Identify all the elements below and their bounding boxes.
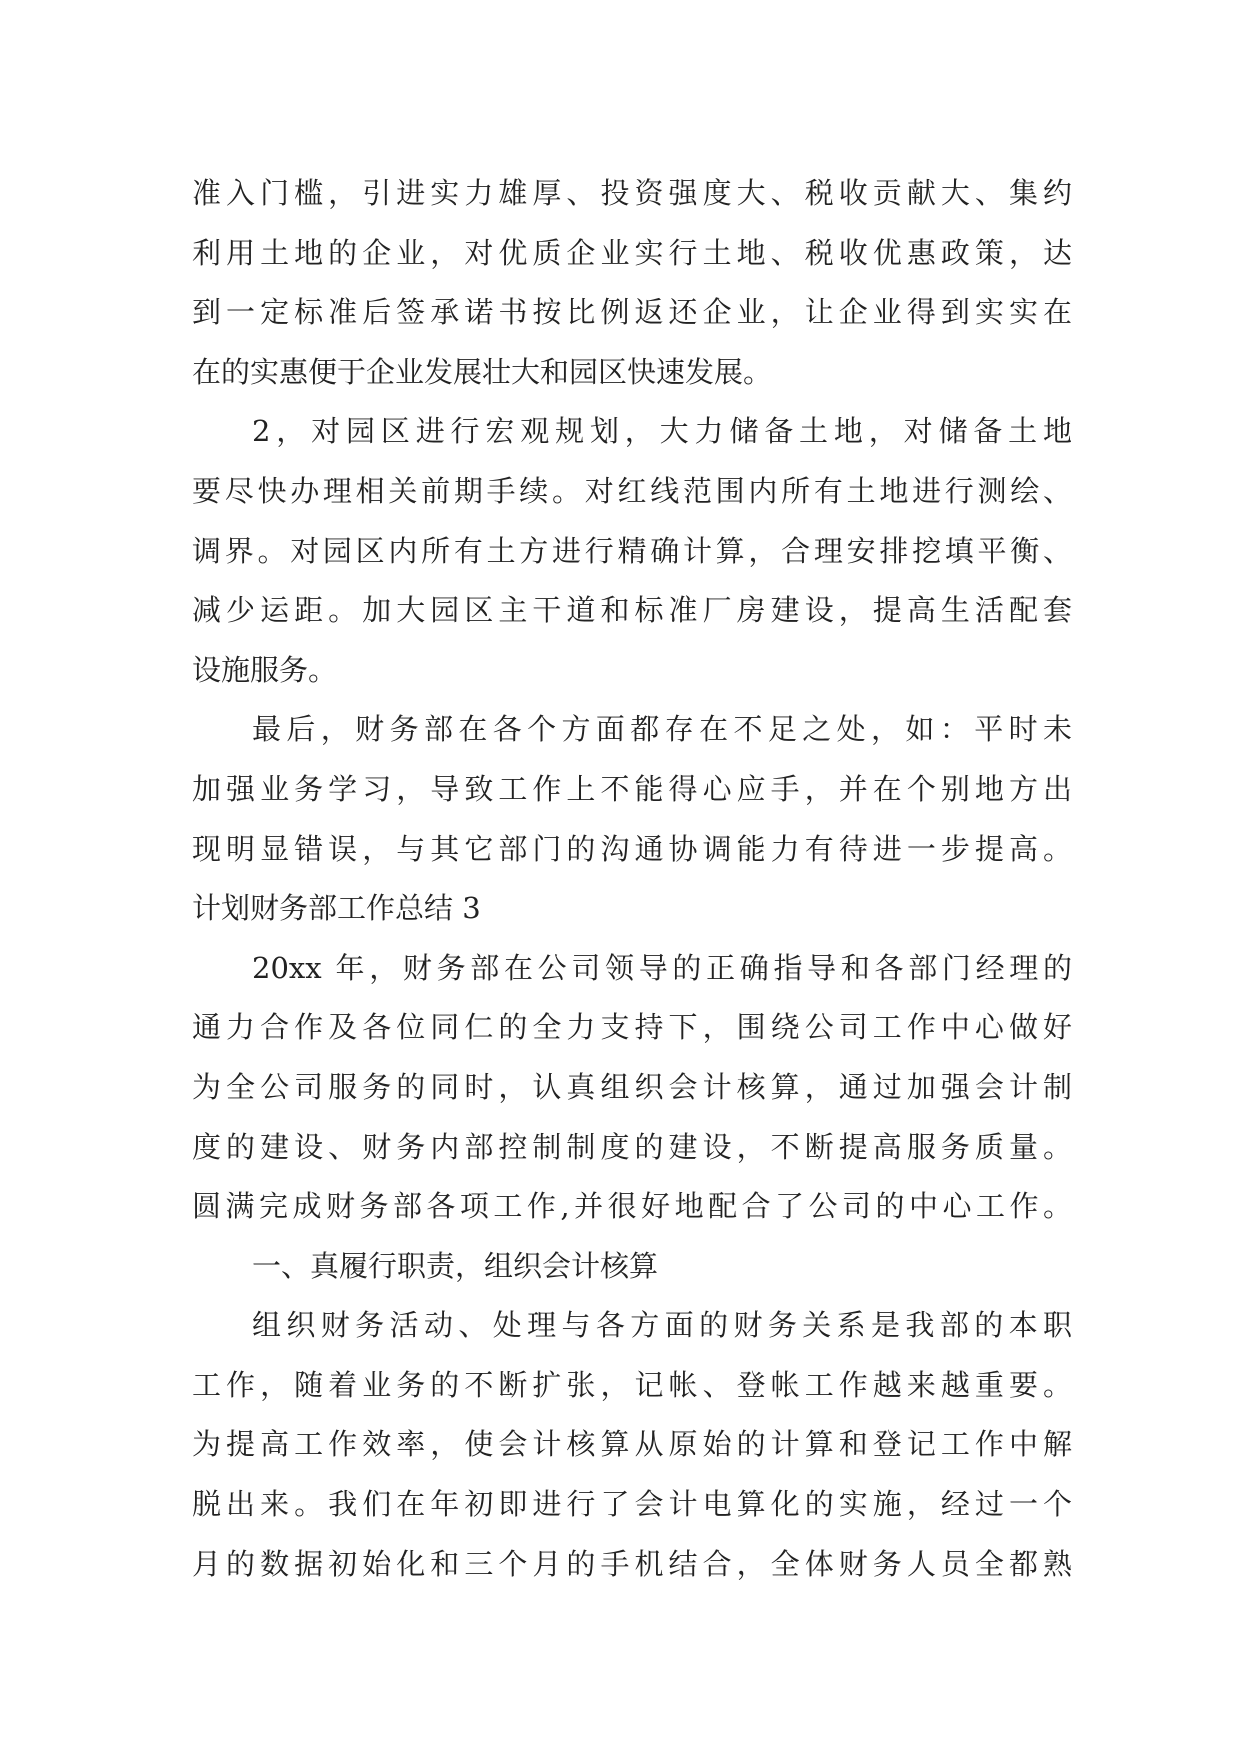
text-line: 度的建设、财务内部控制制度的建设，不断提高服务质量。 xyxy=(192,1129,1072,1164)
text-line: 最后，财务部在各个方面都存在不足之处，如：平时未 xyxy=(252,712,1072,747)
text-line: 减少运距。加大园区主干道和标准厂房建设，提高生活配套 xyxy=(192,593,1072,628)
text-line: 圆满完成财务部各项工作,并很好地配合了公司的中心工作。 xyxy=(192,1189,1072,1224)
text-line: 现明显错误，与其它部门的沟通协调能力有待进一步提高。 xyxy=(192,831,1072,866)
text-line: 为全公司服务的同时，认真组织会计核算，通过加强会计制 xyxy=(192,1069,1072,1104)
text-line: 2，对园区进行宏观规划，大力储备土地，对储备土地 xyxy=(252,414,1072,449)
text-line: 在的实惠便于企业发展壮大和园区快速发展。 xyxy=(192,354,773,389)
text-line: 到一定标准后签承诺书按比例返还企业，让企业得到实实在 xyxy=(192,295,1072,330)
text-line: 准入门槛，引进实力雄厚、投资强度大、税收贡献大、集约 xyxy=(192,176,1072,210)
document-body xyxy=(192,164,1072,1594)
text-line: 设施服务。 xyxy=(192,652,338,687)
text-line: 要尽快办理相关前期手续。对红线范围内所有土地进行测绘、 xyxy=(192,473,1072,508)
text-line: 通力合作及各位同仁的全力支持下，围绕公司工作中心做好 xyxy=(192,1010,1072,1045)
text-line: 20xx 年，财务部在公司领导的正确指导和各部门经理的 xyxy=(252,950,1072,985)
text-line: 利用土地的企业，对优质企业实行土地、税收优惠政策，达 xyxy=(192,235,1072,270)
text-line: 加强业务学习，导致工作上不能得心应手，并在个别地方出 xyxy=(192,771,1072,806)
section-heading: 计划财务部工作总结 3 xyxy=(192,891,481,926)
subsection-heading: 一、真履行职责，组织会计核算 xyxy=(252,1248,659,1283)
text-line: 工作，随着业务的不断扩张，记帐、登帐工作越来越重要。 xyxy=(192,1367,1072,1402)
text-line: 为提高工作效率，使会计核算从原始的计算和登记工作中解 xyxy=(192,1427,1072,1462)
text-line: 组织财务活动、处理与各方面的财务关系是我部的本职 xyxy=(252,1308,1072,1343)
text-line: 脱出来。我们在年初即进行了会计电算化的实施，经过一个 xyxy=(192,1487,1072,1522)
text-line: 月的数据初始化和三个月的手机结合，全体财务人员全都熟 xyxy=(192,1546,1072,1581)
text-line: 调界。对园区内所有土方进行精确计算，合理安排挖填平衡、 xyxy=(192,533,1072,568)
